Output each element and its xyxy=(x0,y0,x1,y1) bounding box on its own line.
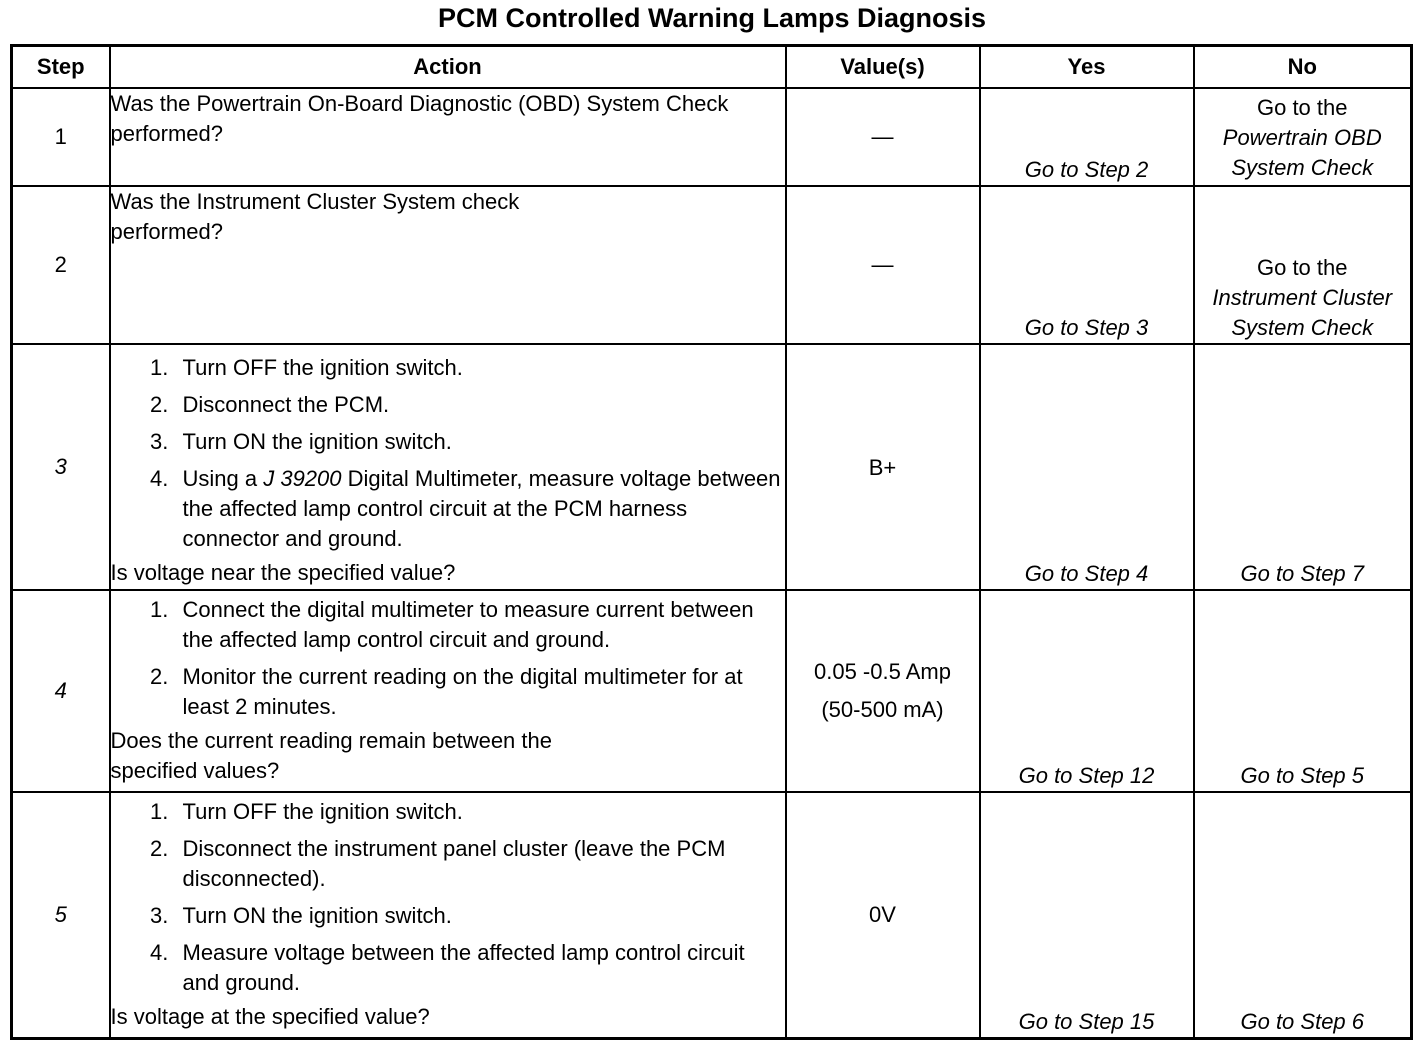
header-values: Value(s) xyxy=(786,46,980,89)
action-step: 1. Turn OFF the ignition switch. xyxy=(175,797,765,827)
no-cell: Go to Step 5 xyxy=(1194,590,1412,792)
tool-reference: J 39200 xyxy=(263,466,342,491)
action-step: 4. Measure voltage between the affected lamp control circuit and ground. xyxy=(175,938,765,998)
action-steps xyxy=(111,353,785,554)
action-steps xyxy=(111,797,785,998)
no-line: Go to the xyxy=(1256,255,1348,280)
values-line: (50-500 mA) xyxy=(821,697,944,722)
action-cell xyxy=(110,792,786,1038)
action-question: Is voltage at the specified value? xyxy=(110,1004,430,1029)
step-number: 4 xyxy=(12,590,110,792)
action-cell xyxy=(110,88,786,186)
header-no: No xyxy=(1194,46,1412,89)
action-step: 2. Disconnect the instrument panel cluster (leave the PCM disconnected). xyxy=(175,834,765,894)
yes-cell: Go to Step 15 xyxy=(980,792,1194,1038)
values-cell: B+ xyxy=(786,344,980,590)
yes-cell: Go to Step 3 xyxy=(980,186,1194,344)
header-step: Step xyxy=(12,46,110,89)
table-row xyxy=(12,88,1412,186)
action-question: Is voltage near the specified value? xyxy=(110,560,456,585)
action-step-text: Using a xyxy=(182,466,258,491)
step-number: 5 xyxy=(12,792,110,1038)
action-question: Was the Instrument Cluster System check performed? xyxy=(110,189,520,244)
step-number: 2 xyxy=(12,186,110,344)
no-line: System Check xyxy=(1231,155,1374,180)
yes-cell: Go to Step 2 xyxy=(980,88,1194,186)
values-cell: — xyxy=(786,186,980,344)
no-cell xyxy=(1194,88,1412,186)
action-step-text: Digital Multimeter, measure voltage between the affected lamp control circuit at the PCM harness connector and ground. xyxy=(182,466,781,551)
values-cell: 0V xyxy=(786,792,980,1038)
values-cell xyxy=(786,590,980,792)
table-row xyxy=(12,590,1412,792)
table-row xyxy=(12,186,1412,344)
action-step: 3. Turn ON the ignition switch. xyxy=(175,901,765,931)
diagnosis-table xyxy=(10,44,1413,1040)
table-row xyxy=(12,344,1412,590)
action-steps xyxy=(111,595,785,722)
step-number: 1 xyxy=(12,88,110,186)
no-line: Go to the xyxy=(1256,95,1348,120)
action-step: 2. Disconnect the PCM. xyxy=(175,390,785,420)
action-step: 1. Turn OFF the ignition switch. xyxy=(175,353,785,383)
values-cell: — xyxy=(786,88,980,186)
action-cell xyxy=(110,186,786,344)
no-cell: Go to Step 6 xyxy=(1194,792,1412,1038)
values-line: 0.05 -0.5 Amp xyxy=(814,659,951,684)
no-cell: Go to Step 7 xyxy=(1194,344,1412,590)
action-step: 2. Monitor the current reading on the digital multimeter for at least 2 minutes. xyxy=(175,662,785,722)
step-number: 3 xyxy=(12,344,110,590)
action-step xyxy=(175,464,785,554)
yes-cell: Go to Step 12 xyxy=(980,590,1194,792)
action-step: 1. Connect the digital multimeter to measure current between the affected lamp control circuit and ground. xyxy=(175,595,785,655)
page-title: PCM Controlled Warning Lamps Diagnosis xyxy=(437,3,987,33)
no-line: System Check xyxy=(1231,315,1374,340)
table-header-row xyxy=(12,46,1412,89)
no-line: Powertrain OBD xyxy=(1222,125,1382,150)
action-question: Does the current reading remain between the specified values? xyxy=(110,728,552,783)
no-line: Instrument Cluster xyxy=(1212,285,1393,310)
action-cell xyxy=(110,590,786,792)
action-step: 3. Turn ON the ignition switch. xyxy=(175,427,785,457)
header-action: Action xyxy=(110,46,786,89)
table-row xyxy=(12,792,1412,1038)
yes-cell: Go to Step 4 xyxy=(980,344,1194,590)
action-cell xyxy=(110,344,786,590)
action-question: Was the Powertrain On-Board Diagnostic (OBD) System Check performed? xyxy=(110,91,729,146)
no-cell xyxy=(1194,186,1412,344)
header-yes: Yes xyxy=(980,46,1194,89)
